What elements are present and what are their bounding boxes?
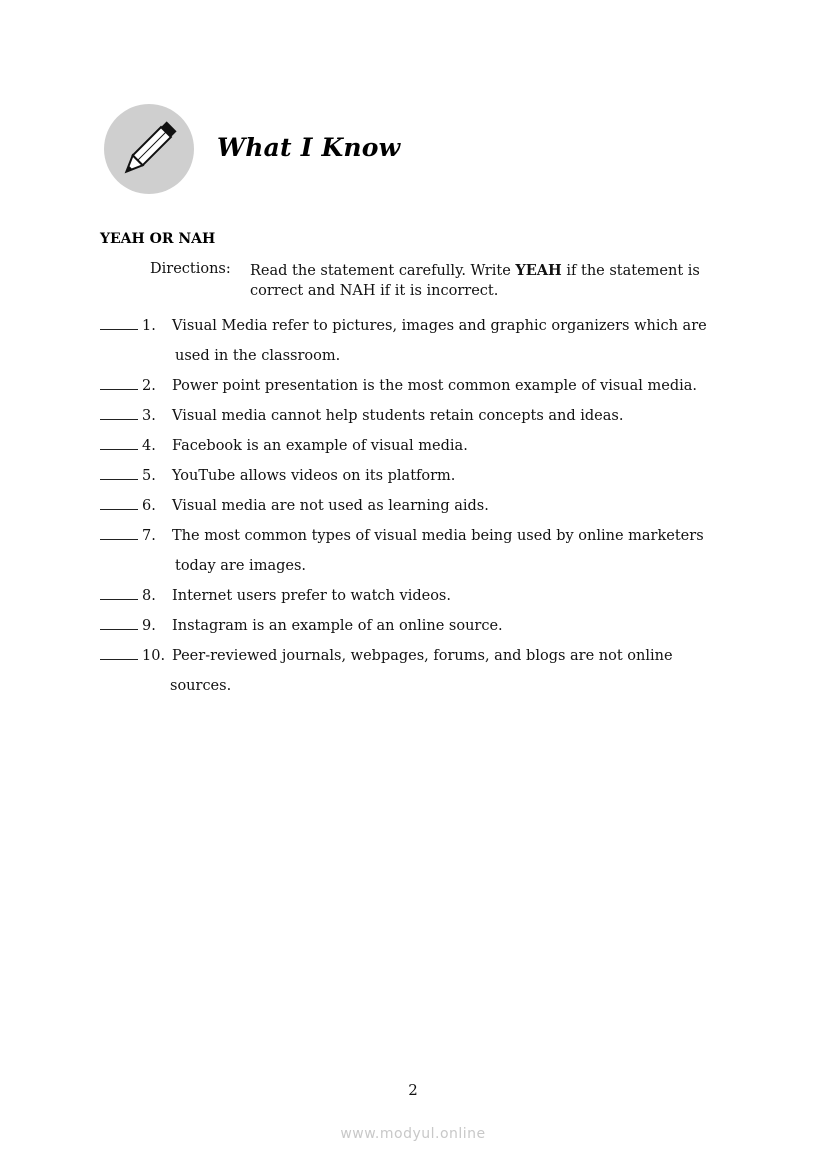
answer-blank[interactable]: [100, 311, 138, 330]
pencil-icon: [104, 104, 194, 194]
list-item: 3. Visual media cannot help students retain concepts and ideas.: [100, 401, 740, 431]
list-item: 2. Power point presentation is the most common example of visual media.: [100, 371, 740, 401]
answer-blank[interactable]: [100, 371, 138, 390]
list-item: 4. Facebook is an example of visual media.: [100, 431, 740, 461]
section-title: What I Know: [217, 133, 401, 162]
list-item: 7. The most common types of visual media being used by online marketers today are images.: [100, 521, 740, 581]
directions-label: Directions:: [150, 261, 231, 277]
answer-blank[interactable]: [100, 641, 138, 660]
directions-text: Read the statement carefully. Write YEAH if the statement is correct and NAH if it is incorrect.: [250, 262, 700, 299]
page-number: 2: [408, 1081, 418, 1099]
answer-blank[interactable]: [100, 431, 138, 450]
answer-blank[interactable]: [100, 491, 138, 510]
activity-heading: YEAH OR NAH: [100, 231, 216, 247]
answer-blank[interactable]: [100, 611, 138, 630]
pencil-icon-badge: [104, 104, 194, 194]
directions-keyword: YEAH: [515, 262, 562, 279]
answer-blank[interactable]: [100, 521, 138, 540]
answer-blank[interactable]: [100, 461, 138, 480]
list-item: 8. Internet users prefer to watch videos.: [100, 581, 740, 611]
answer-blank[interactable]: [100, 401, 138, 420]
statement-list: [100, 311, 740, 701]
list-item: 9. Instagram is an example of an online source.: [100, 611, 740, 641]
list-item: 6. Visual media are not used as learning aids.: [100, 491, 740, 521]
watermark: www.modyul.online: [340, 1126, 486, 1142]
list-item: 10. Peer-reviewed journals, webpages, forums, and blogs are not online sources.: [100, 641, 740, 701]
answer-blank[interactable]: [100, 581, 138, 600]
list-item: 1. Visual Media refer to pictures, images and graphic organizers which are used in the classroom.: [100, 311, 740, 371]
list-item: 5. YouTube allows videos on its platform.: [100, 461, 740, 491]
